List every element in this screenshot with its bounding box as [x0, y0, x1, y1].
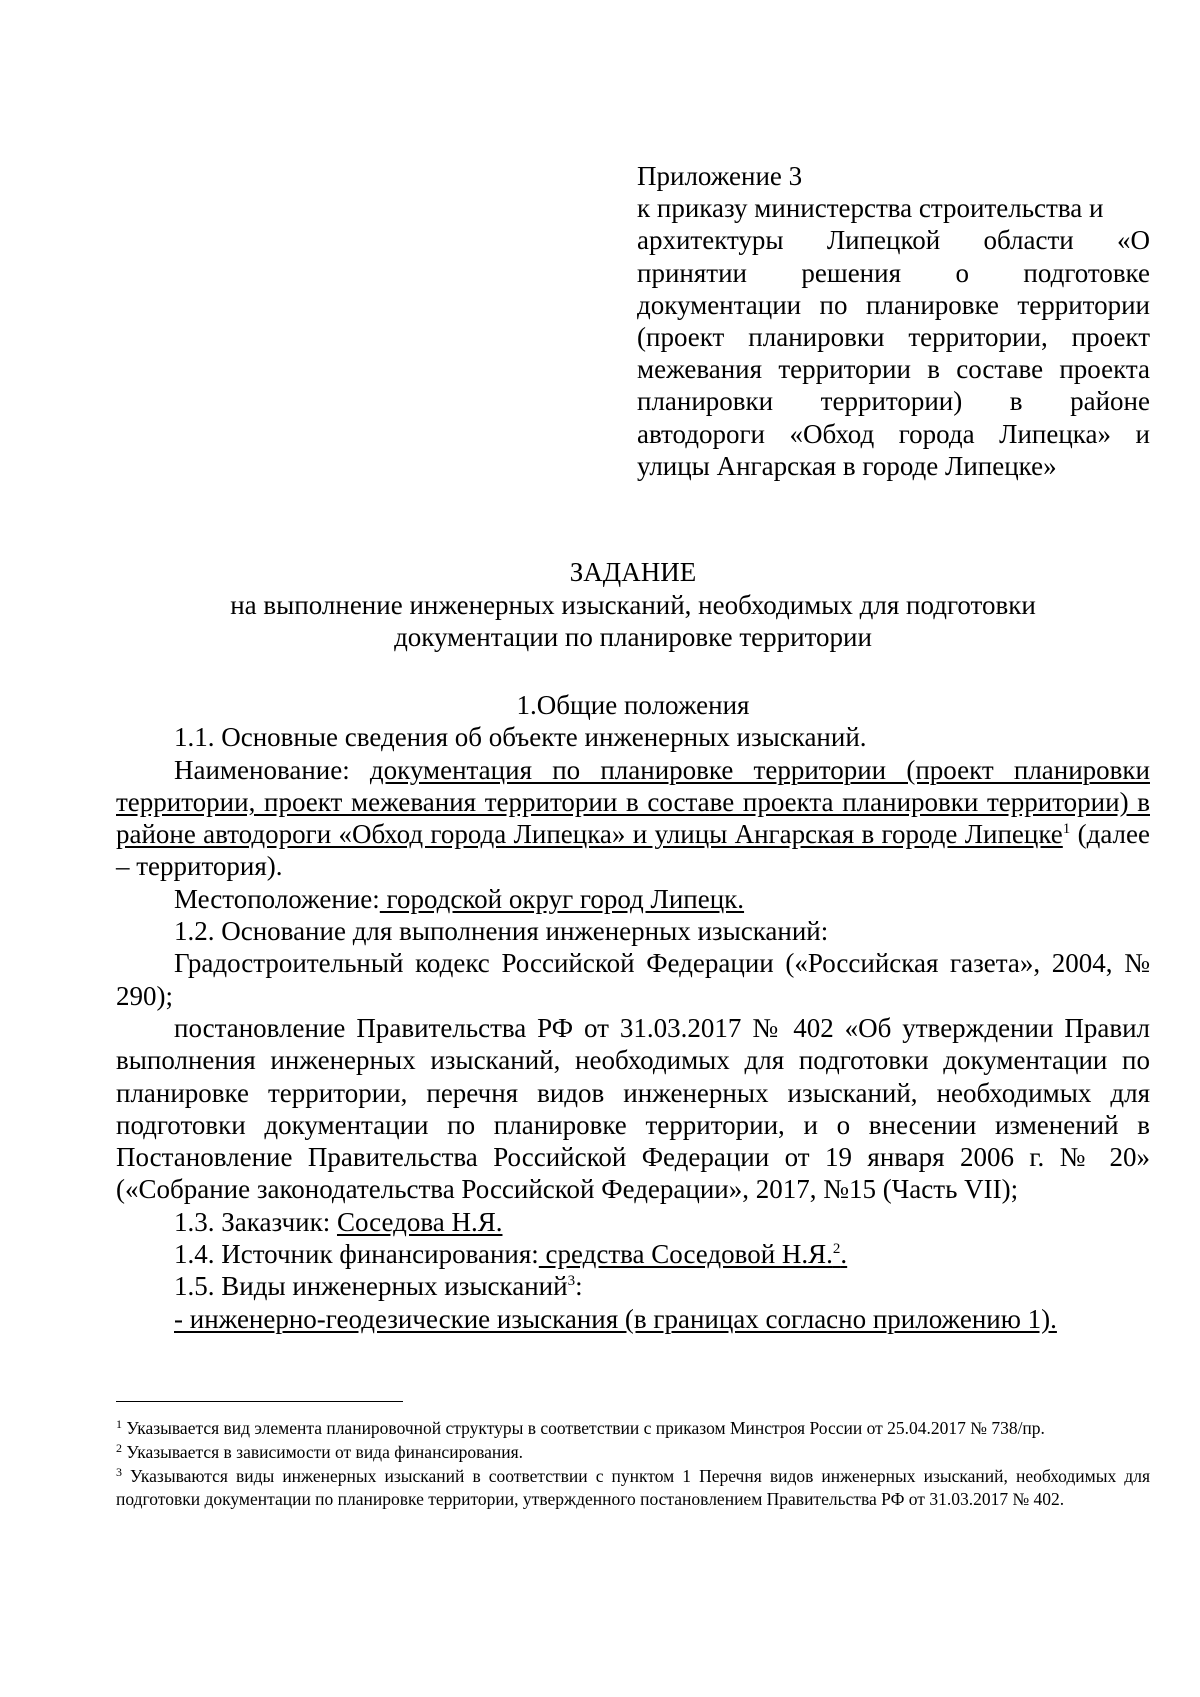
- footnote-ref-1: 1: [1062, 821, 1071, 838]
- paragraph-funding: [116, 1238, 1150, 1270]
- section-general-provisions: [116, 689, 1150, 1335]
- paragraph-basis-code: Градостроительный кодекс Российской Федерации («Российская газета», 2004, № 290);: [116, 948, 1150, 1011]
- paragraph-1-2: 1.2. Основание для выполнения инженерных изысканий:: [174, 916, 829, 947]
- paragraph-basis-resolution: постановление Правительства РФ от 31.03.2017 № 402 «Об утверждении Правил выполнения инженерных изысканий, необходимых для подготовки документации по планировке территории, перечня видов инженерных изысканий, необходимых для подготовки документации по планировке территории, и о внесении изменений в Постановление Правительства Российской Федерации от 19 января 2006 г. № 20» («Собрание законодательства Российской Федерации», 2017, №15 (Часть VII);: [116, 1012, 1150, 1205]
- customer-label: 1.3. Заказчик:: [174, 1206, 337, 1237]
- footnote-1: [116, 1417, 1150, 1441]
- footnote-text: Указываются виды инженерных изысканий в соответствии с пунктом 1 Перечня видов инженерных изысканий, необходимых для подготовки документации по планировке территории, утвержденного постановлением Правительства РФ от 31.03.2017 № 402.: [116, 1465, 1150, 1510]
- funding-value-text: средства Соседовой Н.Я.: [538, 1239, 833, 1270]
- survey-types-colon: :: [575, 1271, 583, 1302]
- name-tail: (далее – территория).: [116, 819, 1150, 882]
- title-heading: ЗАДАНИЕ: [569, 557, 697, 587]
- paragraph-customer: [116, 1206, 1150, 1238]
- paragraph-name: [116, 754, 1150, 883]
- customer-value: Соседова Н.Я.: [336, 1206, 503, 1237]
- footnote-separator: [116, 1401, 403, 1402]
- footnote-mark: 2: [116, 1440, 122, 1455]
- funding-value-end: .: [840, 1239, 848, 1270]
- appendix-line: автодороги «Обход города Липецка» и: [637, 418, 1150, 449]
- footnotes: [116, 1417, 1150, 1512]
- title-subtitle-line: документации по планировке территории: [394, 622, 872, 652]
- appendix-line: к приказу министерства строительства и: [637, 193, 1104, 224]
- section-heading: 1.Общие положения: [516, 690, 750, 720]
- location-value: городской округ город Липецк.: [379, 883, 745, 914]
- funding-value: [539, 1239, 847, 1269]
- name-value: документация по планировке территории (проект планировки территории, проект межевания территории в составе проекта планировки территории) в районе автодороги «Обход города Липецка» и улицы Ангарская в городе Липецке: [116, 754, 1150, 850]
- title-subtitle-line: на выполнение инженерных изысканий, необходимых для подготовки: [230, 589, 1036, 620]
- document-title: [116, 556, 1150, 654]
- footnote-ref-3: 3: [567, 1273, 576, 1290]
- footnote-ref-2: 2: [832, 1241, 841, 1258]
- survey-types-label: 1.5. Виды инженерных изысканий: [174, 1271, 568, 1302]
- location-label: Местоположение:: [174, 883, 380, 914]
- footnote-text: Указывается в зависимости от вида финансирования.: [122, 1441, 524, 1462]
- appendix-line: документации по планировке территории: [637, 289, 1150, 320]
- paragraph-survey-item: [116, 1303, 1150, 1335]
- footnote-2: [116, 1441, 1150, 1465]
- appendix-line: межевания территории в составе проекта: [637, 354, 1150, 385]
- appendix-line: улицы Ангарская в городе Липецке»: [637, 450, 1057, 481]
- appendix-line: (проект планировки территории, проект: [637, 322, 1150, 353]
- appendix-line: принятии решения о подготовке: [637, 257, 1150, 288]
- paragraph-survey-types: [116, 1270, 1150, 1302]
- appendix-line: Приложение 3: [637, 161, 803, 191]
- appendix-line: архитектуры Липецкой области «О: [637, 225, 1150, 256]
- paragraph-1-1: 1.1. Основные сведения об объекте инженерных изысканий.: [174, 722, 867, 753]
- paragraph-location: [116, 883, 1150, 915]
- footnote-mark: 3: [116, 1464, 122, 1479]
- name-label: Наименование:: [174, 754, 370, 785]
- survey-item-geodetic: - инженерно-геодезические изыскания (в границах согласно приложению 1).: [174, 1303, 1057, 1334]
- footnote-3: [116, 1465, 1150, 1513]
- appendix-header: [637, 160, 1150, 482]
- footnote-text: Указывается вид элемента планировочной структуры в соответствии с приказом Минстроя России от 25.04.2017 № 738/пр.: [122, 1418, 1045, 1438]
- appendix-line: планировки территории) в районе: [637, 386, 1150, 417]
- funding-label: 1.4. Источник финансирования:: [174, 1239, 539, 1270]
- footnote-mark: 1: [116, 1417, 122, 1431]
